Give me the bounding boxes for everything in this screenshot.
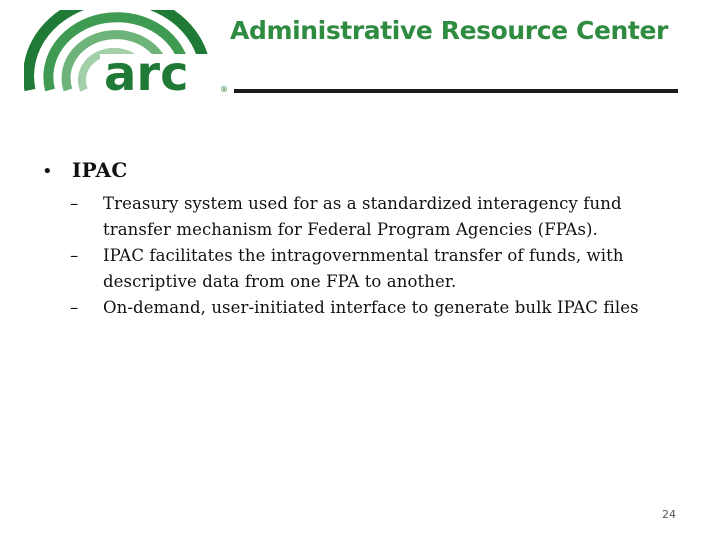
dash-icon: – — [70, 194, 79, 213]
bullet-icon: • — [42, 161, 53, 182]
sub-bullet-item — [70, 243, 680, 295]
arc-logo-graphic — [24, 10, 234, 96]
slide-content — [40, 158, 680, 321]
sub-bullet-item — [70, 191, 680, 243]
header-title: Administrative Resource Center — [230, 16, 668, 45]
sub-bullet-item — [70, 295, 680, 321]
sub-bullet-list — [40, 191, 680, 321]
sub-bullet-text: Treasury system used for as a standardized interagency fund transfer mechanism for Federal Program Agencies (FPAs). — [103, 194, 622, 239]
bullet-ipac — [40, 158, 680, 182]
logo-registered-mark: ® — [220, 85, 228, 94]
dash-icon: – — [70, 246, 79, 265]
arc-logo — [24, 10, 234, 96]
logo-wordmark: arc — [104, 46, 189, 96]
dash-icon: – — [70, 298, 79, 317]
bullet-heading: IPAC — [72, 158, 128, 182]
sub-bullet-text: On-demand, user-initiated interface to generate bulk IPAC files — [103, 298, 639, 317]
sub-bullet-text: IPAC facilitates the intragovernmental transfer of funds, with descriptive data from one FPA to another. — [103, 246, 624, 291]
page-number: 24 — [662, 508, 676, 521]
header-rule — [234, 89, 678, 93]
